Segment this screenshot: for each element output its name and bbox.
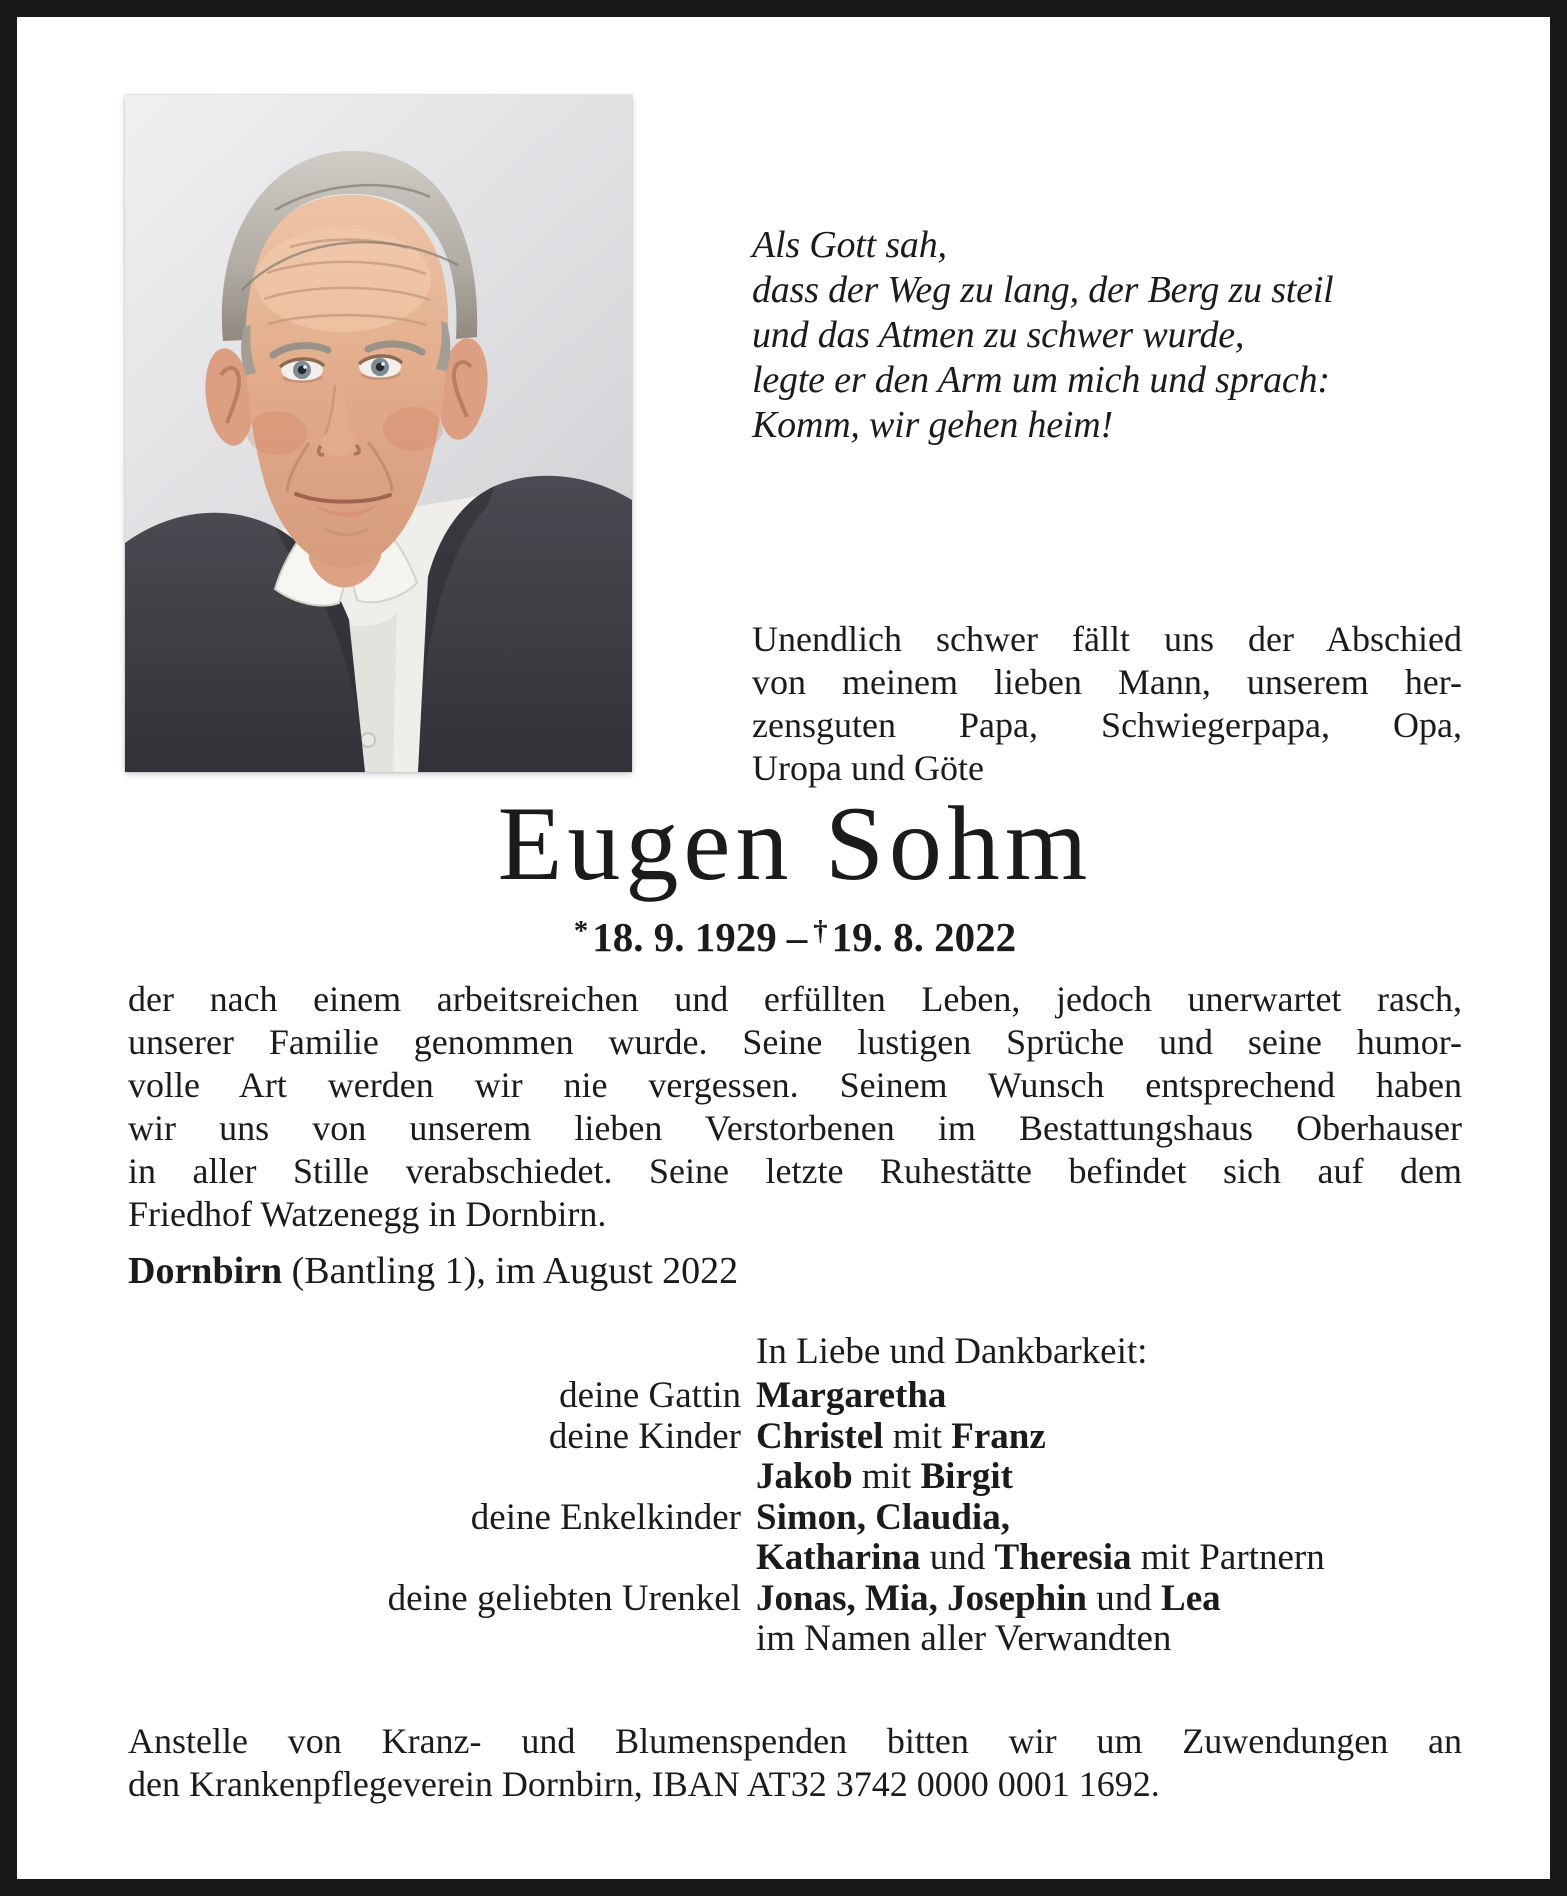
death-date: 19. 8. 2022 (831, 913, 1017, 960)
place-name: Dornbirn (128, 1250, 283, 1292)
obituary-line: in aller Stille verabschiedet. Seine letzte Ruhestätte befindet sich auf dem (128, 1151, 1462, 1191)
family-relation-label (128, 1538, 741, 1579)
obituary-line: der nach einem arbeitsreichen und erfüllten Leben, jedoch unerwartet rasch, (128, 979, 1462, 1019)
family-names: Katharina und Theresia mit Partnern (756, 1537, 1325, 1578)
obituary-line: volle Art werden wir nie vergessen. Seinem Wunsch entsprechend haben (128, 1065, 1462, 1105)
donation-note (128, 1720, 1462, 1806)
family-relation-label (128, 1619, 741, 1660)
farewell-intro (752, 618, 1462, 790)
family-relation-label: deine geliebten Urenkel (387, 1577, 741, 1619)
family-names: Christel mit Franz (756, 1415, 1046, 1457)
family-relation-label (128, 1457, 741, 1498)
obituary-line: wir uns von unserem lieben Verstorbenen im Bestattungshaus Oberhauser (128, 1108, 1462, 1148)
portrait-photo (125, 95, 632, 772)
family-relation-label: deine Kinder (548, 1415, 741, 1457)
memorial-verse (752, 223, 1334, 448)
family-names: Margaretha (756, 1375, 947, 1416)
gratitude-heading: In Liebe und Dankbarkeit: (756, 1331, 1148, 1372)
verse-line: und das Atmen zu schwer wurde, (752, 314, 1245, 356)
birth-date: 18. 9. 1929 (592, 913, 777, 960)
family-names: Simon, Claudia, (756, 1496, 1010, 1538)
portrait-illustration (125, 95, 632, 772)
donation-line: den Krankenpflegeverein Dornbirn, IBAN AT32 3742 0000 0001 1692. (128, 1764, 1160, 1804)
family-names: im Namen aller Verwandten (756, 1618, 1172, 1659)
donation-line: Anstelle von Kranz- und Blumenspenden bitten wir um Zuwendungen an (128, 1721, 1462, 1761)
family-row (128, 1417, 1462, 1458)
verse-line: legte er den Arm um mich und sprach: (752, 359, 1330, 401)
family-names: Jakob mit Birgit (756, 1456, 1013, 1497)
family-row (128, 1619, 1462, 1660)
family-names: Jonas, Mia, Josephin und Lea (756, 1577, 1221, 1619)
place-date-rest: (Bantling 1), im August 2022 (282, 1250, 739, 1292)
death-cross-symbol: † (813, 915, 828, 947)
family-row (128, 1579, 1462, 1620)
place-date-line (128, 1250, 738, 1293)
birth-star-symbol: * (573, 915, 589, 947)
verse-line: Komm, wir gehen heim! (752, 404, 1113, 446)
obituary-paragraph (128, 978, 1462, 1236)
family-row (128, 1457, 1462, 1498)
family-row (128, 1498, 1462, 1539)
dates-dash: – (786, 913, 808, 960)
intro-line: Unendlich schwer fällt uns der Abschied (752, 619, 1462, 659)
obituary-line: unserer Familie genommen wurde. Seine lustigen Sprüche und seine humor- (128, 1022, 1462, 1062)
verse-line: Als Gott sah, (752, 224, 947, 266)
intro-line: zensguten Papa, Schwiegerpapa, Opa, (752, 705, 1462, 745)
family-relation-label: deine Gattin (559, 1375, 741, 1416)
family-row (128, 1538, 1462, 1579)
life-dates (128, 909, 1462, 959)
intro-line: Uropa und Göte (752, 748, 984, 788)
verse-line: dass der Weg zu lang, der Berg zu steil (752, 269, 1334, 311)
obituary-line: Friedhof Watzenegg in Dornbirn. (128, 1194, 607, 1234)
deceased-name: Eugen Sohm (497, 785, 1093, 902)
family-row (128, 1376, 1462, 1417)
family-list (128, 1376, 1462, 1660)
cheek-left (247, 411, 307, 455)
shirt-button (361, 733, 375, 747)
family-relation-label: deine Enkelkinder (470, 1496, 741, 1538)
cheek-right (383, 407, 443, 451)
intro-line: von meinem lieben Mann, unserem her- (752, 662, 1462, 702)
